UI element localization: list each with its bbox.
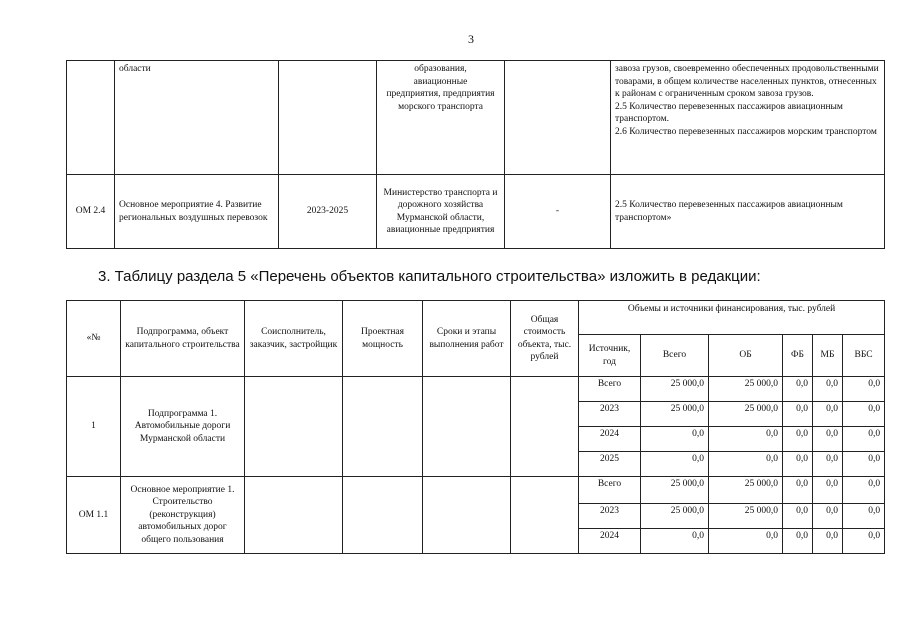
cell-vbs: 0,0 bbox=[843, 402, 885, 427]
cell-dash: - bbox=[505, 175, 611, 249]
cell-source: 2024 bbox=[579, 427, 641, 452]
cell-fb: 0,0 bbox=[783, 427, 813, 452]
cell-ob: 25 000,0 bbox=[709, 504, 783, 529]
header-total: Всего bbox=[641, 335, 709, 377]
cell-fb: 0,0 bbox=[783, 377, 813, 402]
cell-ob: 0,0 bbox=[709, 529, 783, 554]
cell-fb: 0,0 bbox=[783, 504, 813, 529]
top-table bbox=[66, 60, 885, 249]
cell-ob: 0,0 bbox=[709, 427, 783, 452]
header-capacity: Проектная мощность bbox=[343, 301, 423, 377]
cell-name: Подпрограмма 1. Автомобильные дороги Мурманской области bbox=[121, 377, 245, 477]
cell-fb: 0,0 bbox=[783, 477, 813, 504]
cell-name: Основное мероприятие 1. Строительство (реконструкция) автомобильных дорог общего пользования bbox=[121, 477, 245, 554]
cell-source: 2024 bbox=[579, 529, 641, 554]
cell-ob: 25 000,0 bbox=[709, 377, 783, 402]
table-row bbox=[67, 377, 885, 402]
cell-executor: образования, авиационные предприятия, предприятия морского транспорта bbox=[377, 61, 505, 175]
table-row bbox=[67, 175, 885, 249]
page-number: 3 bbox=[468, 32, 474, 46]
header-terms: Сроки и этапы выполнения работ bbox=[423, 301, 511, 377]
cell-indicators: 2.5 Количество перевезенных пассажиров авиационным транспортом» bbox=[611, 175, 885, 249]
cell-num: 1 bbox=[67, 377, 121, 477]
header-fb: ФБ bbox=[783, 335, 813, 377]
cell-executor: Министерство транспорта и дорожного хозяйства Мурманской области, авиационные предприятия bbox=[377, 175, 505, 249]
cell-fb: 0,0 bbox=[783, 452, 813, 477]
cell-vbs: 0,0 bbox=[843, 377, 885, 402]
cell-total: 25 000,0 bbox=[641, 377, 709, 402]
cell-total: 25 000,0 bbox=[641, 402, 709, 427]
cell-vbs: 0,0 bbox=[843, 529, 885, 554]
header-row bbox=[67, 301, 885, 335]
cell-mb: 0,0 bbox=[813, 402, 843, 427]
header-source-year: Источник, год bbox=[579, 335, 641, 377]
cell-code: ОМ 2.4 bbox=[67, 175, 115, 249]
cell-total: 0,0 bbox=[641, 529, 709, 554]
cell-vbs: 0,0 bbox=[843, 427, 885, 452]
table-row bbox=[67, 61, 885, 175]
cell-total: 25 000,0 bbox=[641, 504, 709, 529]
cell-source: Всего bbox=[579, 377, 641, 402]
cell-source: Всего bbox=[579, 477, 641, 504]
cell-total: 0,0 bbox=[641, 427, 709, 452]
cell-name: области bbox=[115, 61, 279, 175]
header-coexec: Соисполнитель, заказчик, застройщик bbox=[245, 301, 343, 377]
cell-mb: 0,0 bbox=[813, 504, 843, 529]
cell-vbs: 0,0 bbox=[843, 452, 885, 477]
cell-total: 0,0 bbox=[641, 452, 709, 477]
cell-source: 2025 bbox=[579, 452, 641, 477]
main-table bbox=[66, 300, 885, 554]
cell-fb: 0,0 bbox=[783, 529, 813, 554]
cell-period: 2023-2025 bbox=[279, 175, 377, 249]
cell-ob: 0,0 bbox=[709, 452, 783, 477]
cell-mb: 0,0 bbox=[813, 452, 843, 477]
cell-mb: 0,0 bbox=[813, 377, 843, 402]
header-ob: ОБ bbox=[709, 335, 783, 377]
cell-ob: 25 000,0 bbox=[709, 477, 783, 504]
cell-mb: 0,0 bbox=[813, 427, 843, 452]
cell-num: ОМ 1.1 bbox=[67, 477, 121, 554]
header-vbs: ВБС bbox=[843, 335, 885, 377]
header-finance: Объемы и источники финансирования, тыс. рублей bbox=[579, 301, 885, 335]
cell-fb: 0,0 bbox=[783, 402, 813, 427]
cell-source: 2023 bbox=[579, 504, 641, 529]
cell-mb: 0,0 bbox=[813, 477, 843, 504]
header-cost: Общая стоимость объекта, тыс. рублей bbox=[511, 301, 579, 377]
table-row bbox=[67, 477, 885, 504]
cell-vbs: 0,0 bbox=[843, 477, 885, 504]
cell-mb: 0,0 bbox=[813, 529, 843, 554]
header-num: «№ bbox=[67, 301, 121, 377]
section-heading: 3. Таблицу раздела 5 «Перечень объектов капитального строительства» изложить в редакции: bbox=[98, 268, 761, 285]
cell-total: 25 000,0 bbox=[641, 477, 709, 504]
cell-ob: 25 000,0 bbox=[709, 402, 783, 427]
header-name: Подпрограмма, объект капитального строительства bbox=[121, 301, 245, 377]
cell-vbs: 0,0 bbox=[843, 504, 885, 529]
cell-indicators: завоза грузов, своевременно обеспеченных продовольственными товарами, в общем количестве населенных пунктов, отнесенных к районам с ограниченным сроком завоза грузов. 2.5 Количество перевезенных пассажиров авиационным транспортом. 2.6 Количество перевезенных пассажиров морским транспортом bbox=[611, 61, 885, 175]
cell-source: 2023 bbox=[579, 402, 641, 427]
header-mb: МБ bbox=[813, 335, 843, 377]
cell-name: Основное мероприятие 4. Развитие региональных воздушных перевозок bbox=[115, 175, 279, 249]
